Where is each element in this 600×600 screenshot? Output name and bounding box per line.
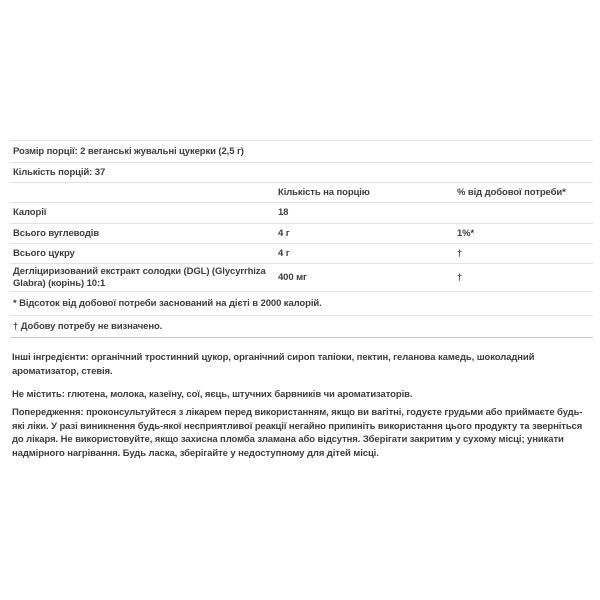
nutrient-dv: †	[457, 247, 463, 259]
header-daily-value: % від добової потреби*	[457, 186, 566, 198]
footnote-row	[10, 292, 593, 316]
header-amount-per-serving: Кількість на порцію	[278, 186, 370, 198]
warning-paragraph: Попередження: проконсультуйтеся з лікарем перед використанням, якщо ви вагітні, годуєте грудьми або приймаєте будь-які ліки. У разі виникнення будь-якої несприятливої реакції негайно припиніть використання цього продукту та зверніться до лікаря. Не використовуйте, якщо захисна пломба зламана або відсутня. Зберігати закритим у сухому місці; уникати надмірного нагрівання. Будь ласка, зберігайте у недоступному для дітей місці.	[12, 407, 583, 459]
servings-per-container-row	[10, 163, 593, 183]
other-ingredients-paragraph: Інші інгредієнти: органічний тростинний цукор, органічний сироп тапіоки, пектин, геланова камедь, шоколадний ароматизатор, стевія.	[12, 352, 535, 377]
nutrient-name: Дегліциризований екстракт солодки (DGL) (Glycyrrhiza Glabra) (корінь) 10:1	[13, 265, 266, 289]
nutrient-amount: 18	[278, 207, 289, 218]
servings-per-container-text: Кількість порцій: 37	[13, 167, 106, 178]
nutrient-amount: 400 мг	[278, 271, 307, 283]
footnote-row	[10, 316, 593, 337]
supplement-facts-table	[10, 140, 593, 338]
does-not-contain-paragraph: Не містить: глютена, молока, казеїну, сої, яєць, штучних барвників чи ароматизаторів.	[12, 389, 413, 400]
footnote-daily-value: * Відсоток від добової потреби заснований на дієті в 2000 калорій.	[13, 298, 322, 309]
nutrient-dv: 1%*	[457, 227, 475, 239]
footnote-dagger: † Добову потребу не визначено.	[13, 321, 163, 332]
nutrient-amount: 4 г	[278, 227, 290, 239]
table-row	[10, 244, 593, 264]
table-row	[10, 224, 593, 244]
nutrient-name: Всього вуглеводів	[13, 227, 100, 239]
nutrient-amount: 4 г	[278, 247, 290, 259]
nutrient-name: Всього цукру	[13, 247, 75, 259]
serving-size-row	[10, 141, 593, 163]
table-row	[10, 264, 593, 292]
nutrient-dv: †	[457, 271, 463, 283]
table-row	[10, 203, 593, 224]
nutrient-name: Калорії	[13, 207, 47, 218]
table-header-row	[10, 183, 593, 203]
serving-size-text: Розмір порції: 2 веганські жувальні цукерки (2,5 г)	[13, 146, 244, 157]
